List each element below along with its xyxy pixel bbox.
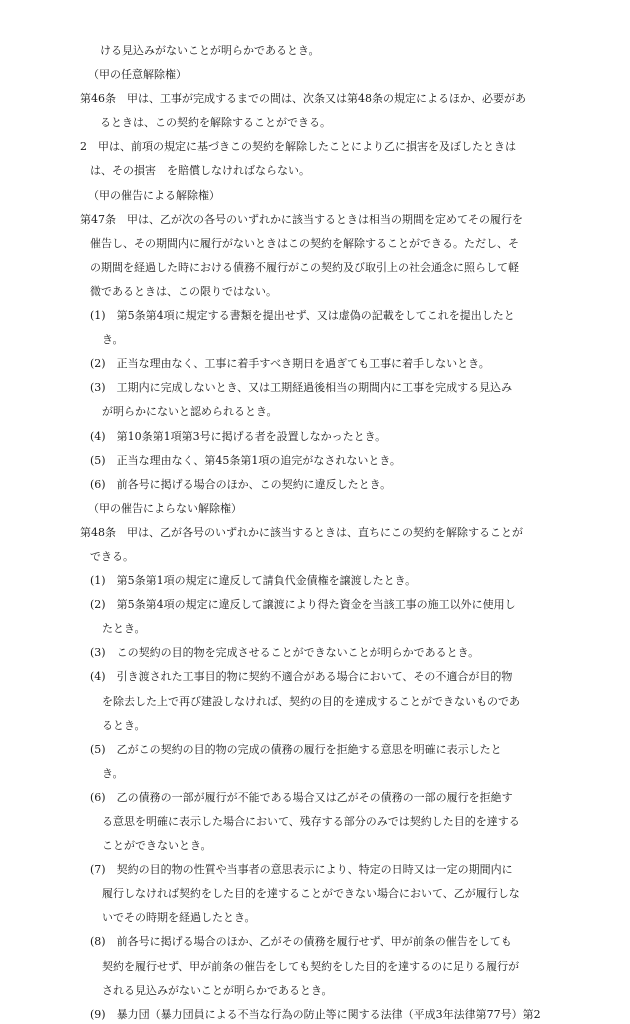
text-line: (5) 乙がこの契約の目的物の完成の債務の履行を拒絶する意思を明確に表示したと bbox=[90, 742, 502, 756]
text-line: 2 甲は、前項の規定に基づきこの契約を解除したことにより乙に損害を及ぼしたときは bbox=[80, 140, 516, 154]
text-line: される見込みがないことが明らかであるとき。 bbox=[102, 983, 333, 997]
text-line: (8) 前各号に掲げる場合のほか、乙がその債務を履行せず、甲が前条の催告をしても bbox=[90, 935, 512, 949]
text-line: たとき。 bbox=[102, 622, 146, 636]
text-line: 微であるときは、この限りではない。 bbox=[90, 284, 277, 298]
text-line: （甲の任意解除権） bbox=[88, 68, 187, 82]
text-line: (4) 引き渡された工事目的物に契約不適合がある場合において、その不適合が目的物 bbox=[90, 670, 513, 684]
text-line: が明らかにないと認められるとき。 bbox=[102, 405, 278, 419]
text-line: (2) 正当な理由なく、工事に着手すべき期日を過ぎても工事に着手しないとき。 bbox=[90, 357, 490, 371]
document-body bbox=[80, 42, 558, 1024]
text-line: 第47条 甲は、乙が次の各号のいずれかに該当するときは相当の期間を定めてその履行を bbox=[80, 212, 523, 226]
text-line: 履行しなければ契約をした目的を達することができない場合において、乙が履行しな bbox=[102, 887, 520, 901]
text-line: 契約を履行せず、甲が前条の催告をしても契約をした目的を達するのに足りる履行が bbox=[102, 959, 520, 973]
text-line: るとき。 bbox=[102, 718, 146, 732]
text-line: ける見込みがないことが明らかであるとき。 bbox=[100, 44, 320, 57]
text-line: (2) 第5条第4項の規定に違反して譲渡により得た資金を当該工事の施工以外に使用し bbox=[90, 598, 516, 612]
text-line: るときは、この契約を解除することができる。 bbox=[100, 116, 331, 130]
text-line: (7) 契約の目的物の性質や当事者の意思表示により、特定の日時又は一定の期間内に bbox=[90, 863, 513, 877]
text-line: （甲の催告によらない解除権） bbox=[88, 501, 242, 515]
text-line: (3) 工期内に完成しないとき、又は工期経過後相当の期間内に工事を完成する見込み bbox=[90, 381, 513, 395]
text-line: できる。 bbox=[90, 549, 134, 563]
text-line: ことができないとき。 bbox=[102, 839, 212, 853]
text-line: き。 bbox=[102, 766, 124, 780]
text-line: (4) 第10条第1項第3号に掲げる者を設置しなかったとき。 bbox=[90, 429, 387, 443]
text-line: は、その損害 を賠償しなければならない。 bbox=[90, 164, 310, 178]
text-line: (3) この契約の目的物を完成させることができないことが明らかであるとき。 bbox=[90, 646, 480, 660]
text-line: （甲の催告による解除権） bbox=[88, 188, 220, 202]
text-line: を除去した上で再び建設しなければ、契約の目的を達成することができないものであ bbox=[102, 694, 520, 708]
text-line: の期間を経過した時における債務不履行がこの契約及び取引上の社会通念に照らして軽 bbox=[90, 260, 519, 274]
text-line: (9) 暴力団（暴力団員による不当な行為の防止等に関する法律（平成3年法律第77号）第2 bbox=[90, 1007, 541, 1021]
text-line: (6) 乙の債務の一部が履行が不能である場合又は乙がその債務の一部の履行を拒絶す bbox=[90, 790, 513, 804]
text-line: いでその時期を経過したとき。 bbox=[102, 911, 256, 925]
text-line: (1) 第5条第4項に規定する書類を提出せず、又は虚偽の記載をしてこれを提出したと bbox=[90, 309, 515, 323]
text-line: る意思を明確に表示した場合において、残存する部分のみでは契約した目的を達する bbox=[102, 815, 520, 828]
text-line: 第48条 甲は、乙が各号のいずれかに該当するときは、直ちにこの契約を解除することが bbox=[80, 525, 523, 539]
text-line: (6) 前各号に掲げる場合のほか、この契約に違反したとき。 bbox=[90, 477, 392, 491]
text-line: (5) 正当な理由なく、第45条第1項の追完がなされないとき。 bbox=[90, 453, 401, 467]
text-line: 第46条 甲は、工事が完成するまでの間は、次条又は第48条の規定によるほか、必要があ bbox=[80, 92, 526, 106]
text-line: (1) 第5条第1項の規定に違反して請負代金債権を譲渡したとき。 bbox=[90, 574, 417, 588]
text-line: 催告し、その期間内に履行がないときはこの契約を解除することができる。ただし、そ bbox=[90, 236, 519, 250]
text-line: き。 bbox=[102, 333, 124, 347]
